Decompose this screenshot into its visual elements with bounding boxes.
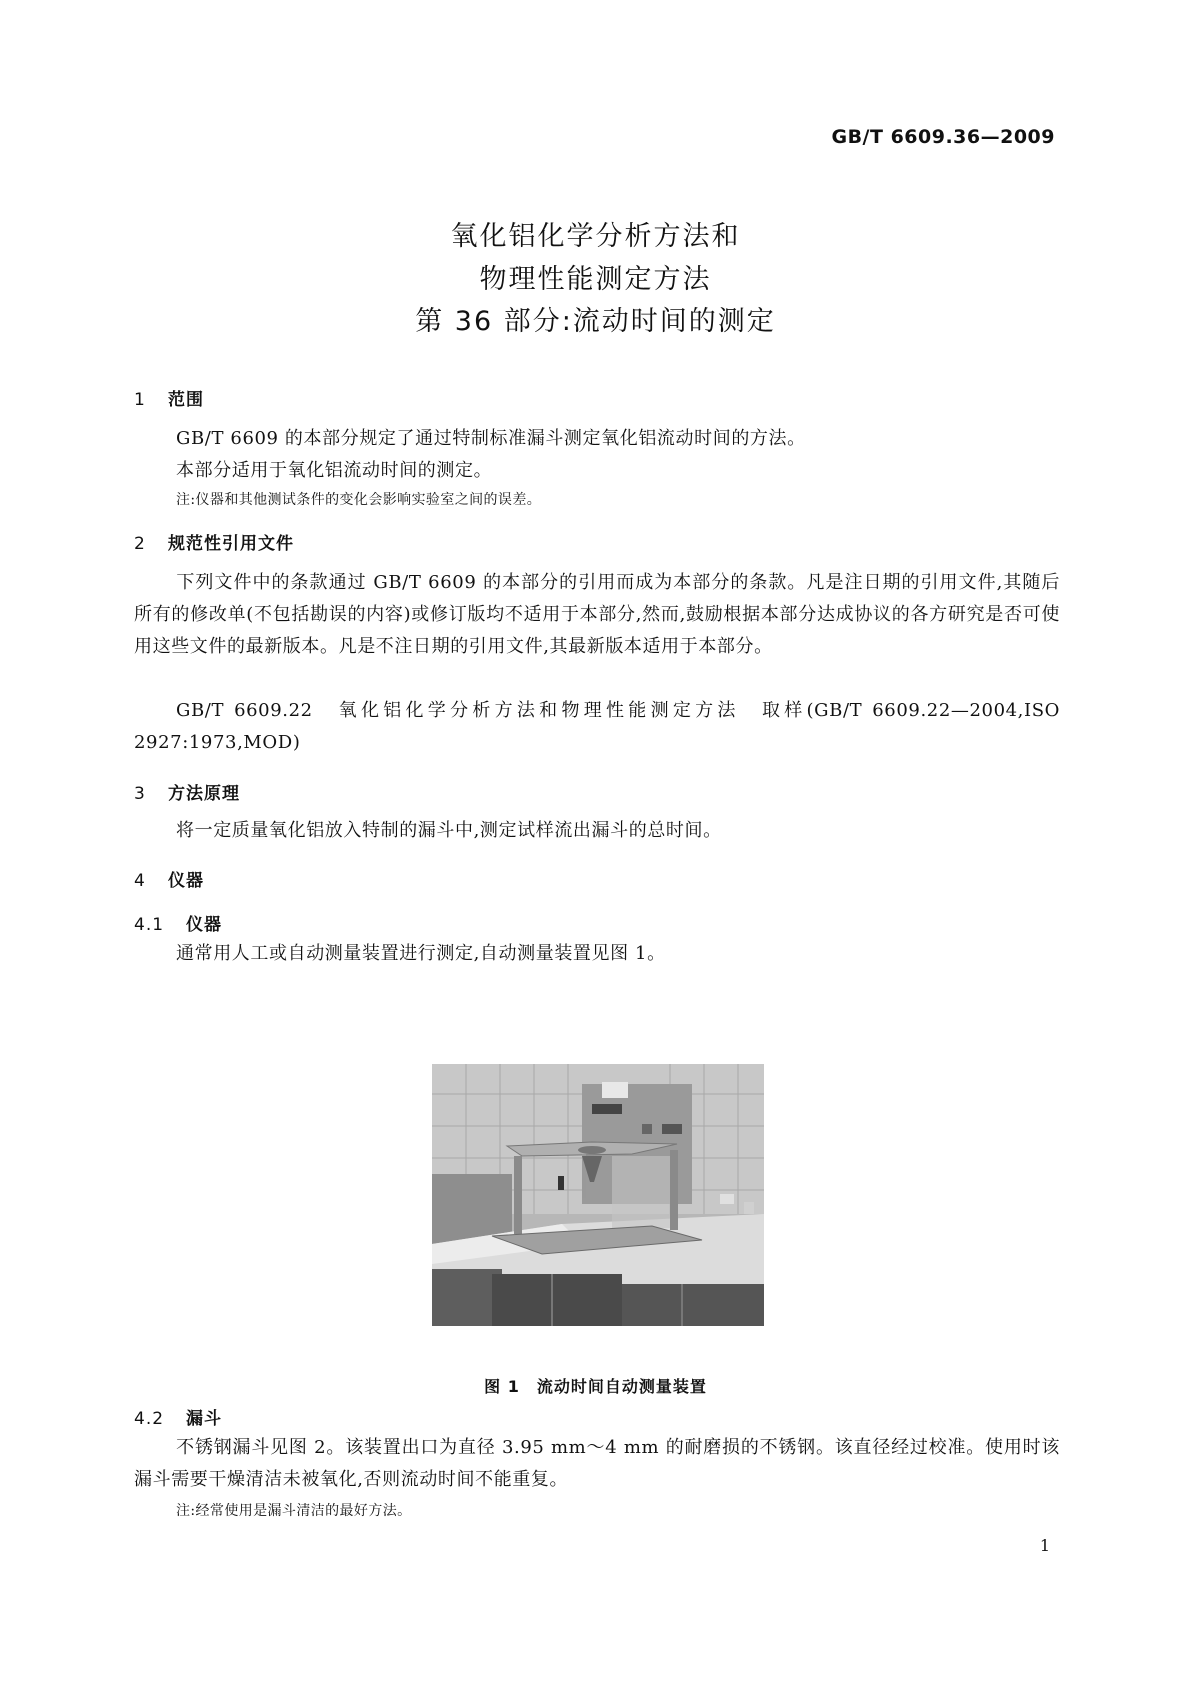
title-line-3: 第 36 部分:流动时间的测定 [415,306,776,337]
section-number: 4.1 [134,915,165,935]
section-4-2-heading [134,1404,222,1429]
section-number: 2 [134,534,146,554]
title-line-1: 氧化铝化学分析方法和 [450,221,741,252]
section-4-1-paragraph-1 [134,938,1060,970]
section-4-heading [134,866,204,891]
section-number: 1 [134,390,146,410]
section-1-note: 注:仪器和其他测试条件的变化会影响实验室之间的误差。 [176,492,542,508]
section-4-2-note: 注:经常使用是漏斗清洁的最好方法。 [176,1503,412,1519]
section-4-2-paragraph-1 [134,1432,1060,1496]
standard-code: GB/T 6609.36—2009 [831,126,1055,148]
section-number: 4 [134,871,146,891]
section-3-heading [134,779,240,804]
section-number: 4.2 [134,1409,165,1429]
section-title: 范围 [168,390,204,410]
paragraph-text: 本部分适用于氧化铝流动时间的测定。 [176,460,493,481]
section-2-paragraph-2 [134,695,1060,759]
section-number: 3 [134,784,146,804]
section-1-paragraph-2 [134,455,1060,487]
section-2-paragraph-1 [134,567,1060,663]
section-4-1-heading [134,910,222,935]
section-1-heading [134,385,204,410]
section-3-paragraph-1 [134,815,1060,847]
title-line-2: 物理性能测定方法 [479,264,712,295]
section-title: 方法原理 [168,784,240,804]
paragraph-text: GB/T 6609 的本部分规定了通过特制标准漏斗测定氧化铝流动时间的方法。 [176,428,806,449]
section-title: 仪器 [186,915,222,935]
paragraph-text: 通常用人工或自动测量装置进行测定,自动测量装置见图 1。 [176,943,666,964]
section-title: 规范性引用文件 [168,534,294,554]
paragraph-text: 下列文件中的条款通过 GB/T 6609 的本部分的引用而成为本部分的条款。凡是注日期的引用文件,其随后所有的修改单(不包括勘误的内容)或修订版均不适用于本部分,然而,鼓励根据本部分达成协议的各方研究是否可使用这些文件的最新版本。凡是不注日期的引用文件,其最新版本适用于本部分。 [134,572,1060,657]
figure-1-caption: 图 1 流动时间自动测量装置 [484,1377,707,1396]
paragraph-text: 不锈钢漏斗见图 2。该装置出口为直径 3.95 mm～4 mm 的耐磨损的不锈钢。该直径经过校准。使用时该漏斗需要干燥清洁未被氧化,否则流动时间不能重复。 [134,1437,1060,1490]
section-title: 漏斗 [186,1409,222,1429]
section-1-paragraph-1 [134,423,1060,455]
section-title: 仪器 [168,871,204,891]
section-2-heading [134,529,294,554]
page-number: 1 [1039,1536,1050,1555]
figure-1-photo [432,1064,764,1326]
paragraph-text: 将一定质量氧化铝放入特制的漏斗中,测定试样流出漏斗的总时间。 [176,820,722,841]
paragraph-text: GB/T 6609.22 氧化铝化学分析方法和物理性能测定方法 取样(GB/T 6609.22—2004,ISO 2927:1973,MOD) [134,700,1060,753]
